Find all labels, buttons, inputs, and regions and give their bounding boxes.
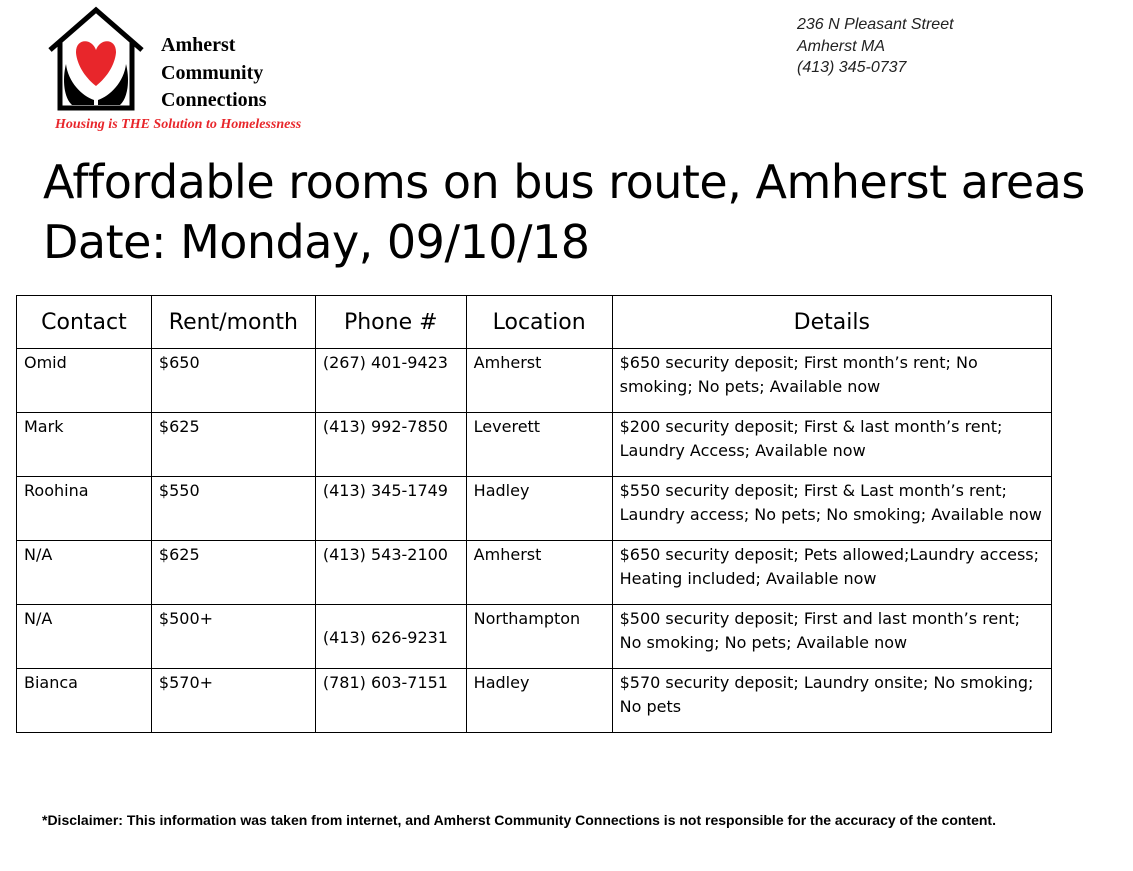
address-city: Amherst MA xyxy=(797,37,886,55)
cell-phone: (413) 626-9231 xyxy=(315,605,466,669)
tagline: Housing is THE Solution to Homelessness xyxy=(55,117,302,132)
cell-rent: $500+ xyxy=(151,605,315,669)
house-heart-hands-icon xyxy=(46,6,146,112)
cell-contact: Omid xyxy=(17,349,152,413)
org-name-line2: Community xyxy=(161,61,264,84)
listings-table xyxy=(16,295,1052,733)
cell-details: $550 security deposit; First & Last month’s rent; Laundry access; No pets; No smoking; Available now xyxy=(612,477,1051,541)
cell-phone: (413) 992-7850 xyxy=(315,413,466,477)
page-title-line1: Affordable rooms on bus route, Amherst areas xyxy=(43,155,1085,209)
org-name-line1: Amherst xyxy=(161,34,236,56)
table-row xyxy=(17,541,1052,605)
org-name-line3: Connections xyxy=(161,89,267,111)
table-row xyxy=(17,413,1052,477)
cell-phone: (413) 543-2100 xyxy=(315,541,466,605)
cell-details: $500 security deposit; First and last month’s rent; No smoking; No pets; Available now xyxy=(612,605,1051,669)
table-header-row xyxy=(17,296,1052,349)
cell-contact: N/A xyxy=(17,541,152,605)
header-phone: Phone # xyxy=(315,296,466,349)
header-contact: Contact xyxy=(17,296,152,349)
cell-phone: (781) 603-7151 xyxy=(315,669,466,733)
cell-phone: (413) 345-1749 xyxy=(315,477,466,541)
cell-location: Leverett xyxy=(466,413,612,477)
cell-location: Northampton xyxy=(466,605,612,669)
cell-details: $570 security deposit; Laundry onsite; No smoking; No pets xyxy=(612,669,1051,733)
table-row xyxy=(17,669,1052,733)
table-row xyxy=(17,349,1052,413)
cell-contact: Bianca xyxy=(17,669,152,733)
header-location: Location xyxy=(466,296,612,349)
address-street: 236 N Pleasant Street xyxy=(797,16,954,33)
cell-details: $650 security deposit; First month’s rent; No smoking; No pets; Available now xyxy=(612,349,1051,413)
cell-location: Amherst xyxy=(466,349,612,413)
cell-details: $200 security deposit; First & last month’s rent; Laundry Access; Available now xyxy=(612,413,1051,477)
address-phone: (413) 345-0737 xyxy=(797,59,907,76)
disclaimer: *Disclaimer: This information was taken from internet, and Amherst Community Connections is not responsible for the accuracy of the content. xyxy=(42,812,996,828)
cell-rent: $550 xyxy=(151,477,315,541)
cell-rent: $625 xyxy=(151,541,315,605)
cell-rent: $650 xyxy=(151,349,315,413)
cell-contact: N/A xyxy=(17,605,152,669)
cell-phone: (267) 401-9423 xyxy=(315,349,466,413)
cell-location: Amherst xyxy=(466,541,612,605)
cell-location: Hadley xyxy=(466,477,612,541)
page-title xyxy=(43,152,1085,272)
table-row xyxy=(17,477,1052,541)
header-details: Details xyxy=(612,296,1051,349)
cell-rent: $625 xyxy=(151,413,315,477)
page-title-date: Date: Monday, 09/10/18 xyxy=(43,215,590,269)
cell-details: $650 security deposit; Pets allowed;Laundry access; Heating included; Available now xyxy=(612,541,1051,605)
cell-rent: $570+ xyxy=(151,669,315,733)
cell-location: Hadley xyxy=(466,669,612,733)
cell-contact: Roohina xyxy=(17,477,152,541)
org-name xyxy=(161,32,267,115)
table-row xyxy=(17,605,1052,669)
address xyxy=(797,14,954,79)
header-rent: Rent/month xyxy=(151,296,315,349)
cell-contact: Mark xyxy=(17,413,152,477)
logo xyxy=(46,6,146,112)
